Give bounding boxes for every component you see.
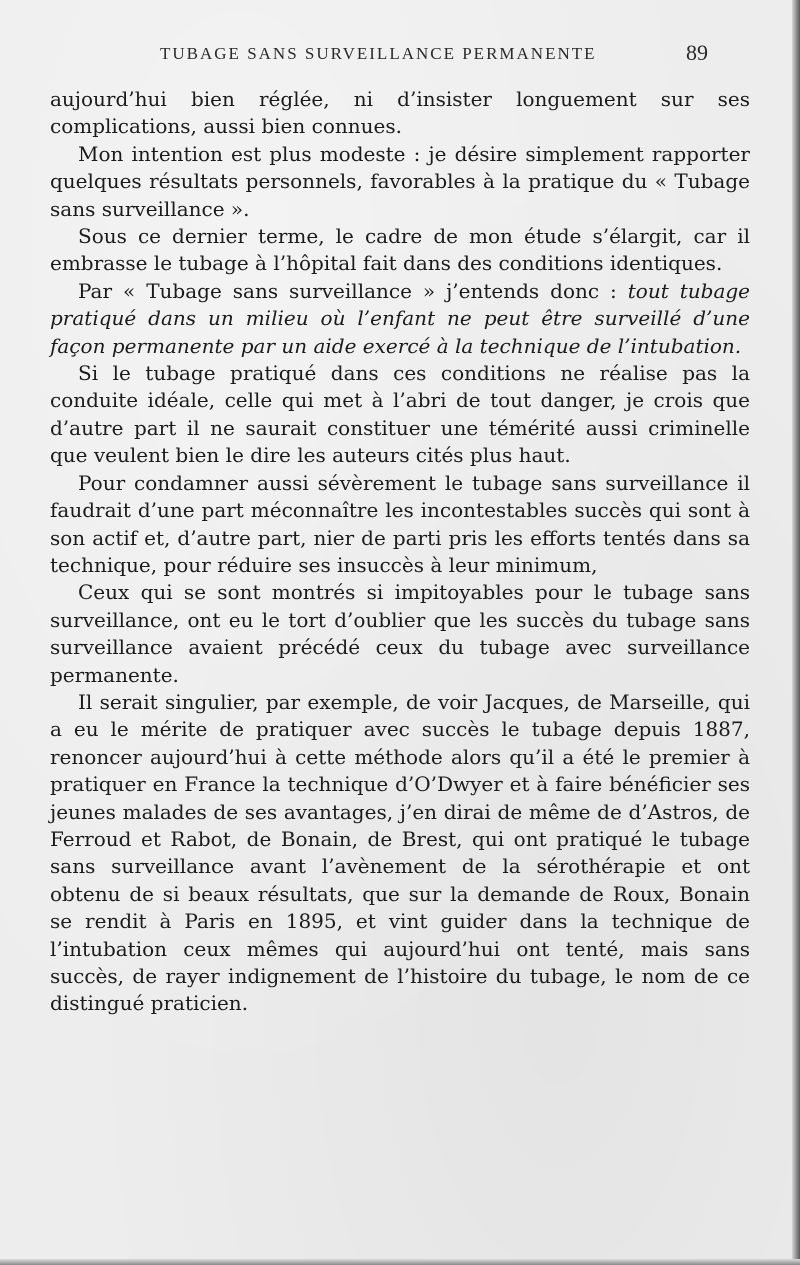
page-edge-shadow (792, 0, 800, 1265)
paragraph-7: Ceux qui se sont montrés si impitoyables pour le tubage sans surveillance, ont eu le tort d’oublier que les succès du tubage sans surveillance avaient précédé ceux du tubage avec surveillance permanente. (50, 580, 750, 687)
page-bottom-edge (0, 1259, 800, 1265)
paragraph-4 (50, 278, 750, 360)
paragraph-8: Il serait singulier, par exemple, de voir Jacques, de Marseille, qui a eu le mérite de pratiquer avec succès le tubage depuis 1887, renoncer aujourd’hui à cette méthode alors qu’il a été le premier à pratiquer en France la technique d’O’Dwyer et à faire bénéficier ses jeunes malades de ses avantages, j’en dirai de même de d’Astros, de Ferroud et Rabot, de Bonain, de Brest, qui ont pratiqué le tubage sans surveillance avant l’avènement de la sérothérapie et ont obtenu de si beaux résultats, que sur la demande de Roux, Bonain se rendit à Paris en 1895, et vint guider dans la technique de l’intubation ceux mêmes qui aujourd’hui ont tenté, mais sans succès, de rayer indignement de l’histoire du tubage, le nom de ce distingué praticien. (50, 689, 750, 1016)
definition-italic: tout tubage pratiqué dans un milieu où l’enfant ne peut être surveillé d’une façon permanente par un aide exercé à la technique de l’intubation. (50, 278, 751, 358)
paragraph-5: Si le tubage pratiqué dans ces conditions ne réalise pas la conduite idéale, celle qui met à l’abri de tout danger, je crois que d’autre part il ne saurait constituer une témérité aussi criminelle que veulent bien le dire les auteurs cités plus haut. (50, 361, 750, 468)
paragraph-1: aujourd’hui bien réglée, ni d’insister longuement sur ses complications, aussi bien connues. (50, 87, 750, 139)
paragraph-2: Mon intention est plus modeste : je désire simplement rapporter quelques résultats personnels, favorables à la pratique du « Tubage sans surveillance ». (50, 141, 750, 221)
page-number: 89 (686, 40, 708, 65)
running-title: TUBAGE SANS SURVEILLANCE PERMANENTE (160, 44, 597, 63)
paragraph-6: Pour condamner aussi sévèrement le tubage sans surveillance il faudrait d’une part méconnaître les incontestables succès qui sont à son actif et, d’autre part, nier de parti pris les efforts tentés dans sa technique, pour réduire ses insuccès à leur minimum, (50, 470, 750, 577)
body-text (50, 86, 750, 1018)
paragraph-3: Sous ce dernier terme, le cadre de mon étude s’élargit, car il embrasse le tubage à l’hôpital fait dans des conditions identiques. (50, 224, 750, 276)
paragraph-4-lead: Par « Tubage sans surveillance » j’entends donc : (78, 278, 628, 303)
